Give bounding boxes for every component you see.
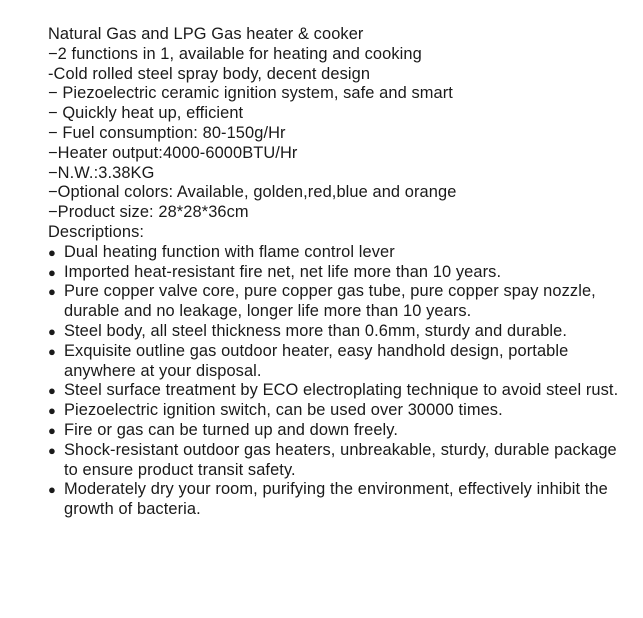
descriptions-heading: Descriptions: [48,222,145,241]
description-item [48,401,628,421]
feature-line: − Fuel consumption: 80-150g/Hr [48,123,286,142]
feature-line: −2 functions in 1, available for heating and cooking [48,44,422,63]
bullet-icon: ● [48,264,56,280]
description-text: Piezoelectric ignition switch, can be used over 30000 times. [64,401,503,420]
bullet-icon: ● [48,284,56,300]
description-text: Shock-resistant outdoor gas heaters, unbreakable, sturdy, durable package to ensure product transit safety. [64,440,617,479]
description-text: Steel surface treatment by ECO electroplating technique to avoid steel rust. [64,381,619,400]
description-text: Imported heat-resistant fire net, net life more than 10 years. [64,262,502,281]
bullet-icon: ● [48,383,56,399]
bullet-icon: ● [48,442,56,458]
description-item [48,342,628,382]
description-item [48,421,628,441]
description-text: Pure copper valve core, pure copper gas tube, pure copper spay nozzle, durable and no leakage, longer life more than 10 years. [64,282,596,321]
bullet-icon: ● [48,343,56,359]
description-text: Steel body, all steel thickness more than 0.6mm, sturdy and durable. [64,321,568,340]
description-text: Fire or gas can be turned up and down freely. [64,420,399,439]
feature-line: -Cold rolled steel spray body, decent design [48,64,371,83]
bullet-icon: ● [48,323,56,339]
feature-line: −Heater output:4000-6000BTU/Hr [48,143,298,162]
feature-line: −Product size: 28*28*36cm [48,203,249,222]
description-text: Exquisite outline gas outdoor heater, easy handhold design, portable anywhere at your disposal. [64,341,569,380]
bullet-icon: ● [48,403,56,419]
description-text: Moderately dry your room, purifying the environment, effectively inhibit the growth of bacteria. [64,480,608,519]
description-item [48,381,628,401]
description-item [48,480,628,520]
feature-list [48,45,628,223]
document-title: Natural Gas and LPG Gas heater & cooker [48,25,364,43]
description-text: Dual heating function with flame control lever [64,242,395,261]
feature-line: − Piezoelectric ceramic ignition system, safe and smart [48,84,453,103]
feature-line: − Quickly heat up, efficient [48,104,244,123]
description-item [48,282,628,322]
bullet-icon: ● [48,244,56,260]
feature-line: −Optional colors: Available, golden,red,blue and orange [48,183,457,202]
feature-line: −N.W.:3.38KG [48,163,155,182]
description-list [48,243,628,520]
description-item [48,263,628,283]
bullet-icon: ● [48,422,56,438]
bullet-icon: ● [48,482,56,498]
description-item [48,322,628,342]
description-item [48,243,628,263]
product-spec-document [48,25,628,520]
description-item [48,441,628,481]
